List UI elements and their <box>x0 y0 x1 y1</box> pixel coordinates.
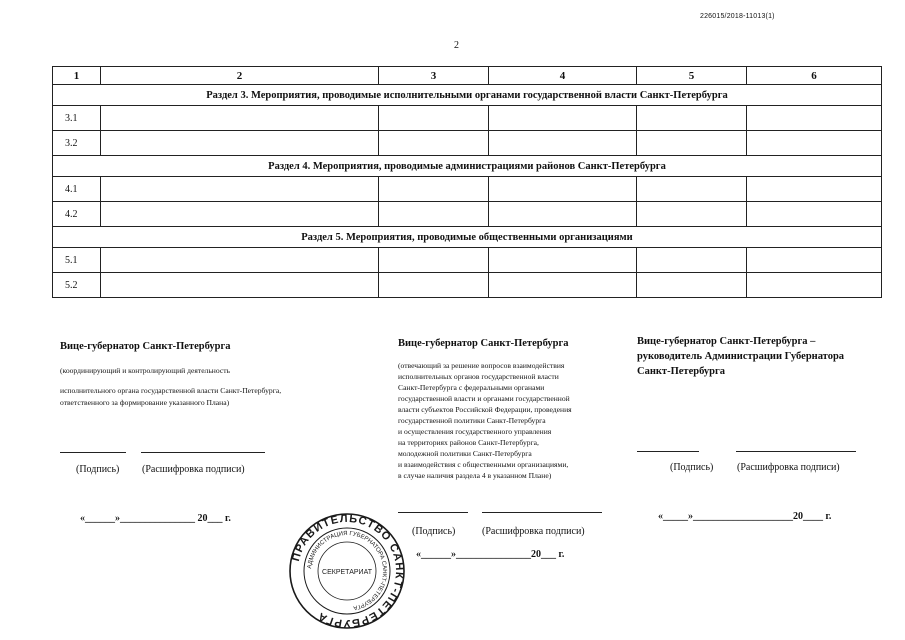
date-line: «_____»____________________20____ г. <box>658 511 832 522</box>
decode-line <box>736 451 856 452</box>
column-header: 6 <box>747 67 882 85</box>
date-line: «______»_______________ 20___ г. <box>80 513 231 524</box>
stamp-outer-text: ПРАВИТЕЛЬСТВО САНКТ-ПЕТЕРБУРГА <box>290 512 406 630</box>
table-row <box>53 248 882 273</box>
section-title: Раздел 3. Мероприятия, проводимые исполнительными органами государственной власти Санкт-Петербурга <box>53 85 882 106</box>
signature-line <box>637 451 699 452</box>
column-header: 3 <box>379 67 489 85</box>
row-number: 5.1 <box>53 248 101 273</box>
table-row <box>53 202 882 227</box>
page-number: 2 <box>454 40 459 51</box>
section-title: Раздел 5. Мероприятия, проводимые общественными организациями <box>53 227 882 248</box>
section-title: Раздел 4. Мероприятия, проводимые администрациями районов Санкт-Петербурга <box>53 156 882 177</box>
date-line: «______»_______________20___ г. <box>416 549 565 560</box>
official-stamp <box>288 512 406 630</box>
row-number: 4.1 <box>53 177 101 202</box>
table-row <box>53 273 882 298</box>
right-signer-title: руководитель Администрации Губернатора <box>637 351 845 362</box>
middle-signer-title: Вице-губернатор Санкт-Петербурга <box>398 338 569 349</box>
signature-line <box>398 512 468 513</box>
left-signer-note: исполнительного органа государственной власти Санкт-Петербурга, <box>60 386 282 395</box>
section-row <box>53 227 882 248</box>
document-number: 226015/2018-11013(1) <box>700 13 775 20</box>
section-row <box>53 85 882 106</box>
signature-label: (Подпись) <box>412 526 456 537</box>
row-number: 3.2 <box>53 131 101 156</box>
table-row <box>53 131 882 156</box>
table-row <box>53 177 882 202</box>
right-signer-title: Вице-губернатор Санкт-Петербурга – <box>637 336 816 347</box>
plan-table <box>52 66 882 298</box>
decode-label: (Расшифровка подписи) <box>737 462 840 473</box>
section-row <box>53 156 882 177</box>
right-signer-title: Санкт-Петербурга <box>637 366 726 377</box>
signature-line <box>60 452 126 453</box>
signature-label: (Подпись) <box>76 464 120 475</box>
decode-label: (Расшифровка подписи) <box>142 464 245 475</box>
signature-label: (Подпись) <box>670 462 714 473</box>
column-header: 1 <box>53 67 101 85</box>
row-number: 4.2 <box>53 202 101 227</box>
table-header-row <box>53 67 882 85</box>
stamp-inner-text: АДМИНИСТРАЦИЯ ГУБЕРНАТОРА САНКТ-ПЕТЕРБУРГА <box>307 530 388 611</box>
decode-label: (Расшифровка подписи) <box>482 526 585 537</box>
middle-signer-notes: (отвечающий за решение вопросов взаимодействия исполнительных органов государственной власти Санкт-Петербурга с федеральными органами государственной власти и органами государственной власти субъектов Российской Федерации, проведения государственной политики Санкт-Петербурга и осуществления государственного управления на территориях районов Санкт-Петербурга, молодежной политики Санкт-Петербурга и взаимодействия с общественными организациями, в случае наличия раздела 4 в указанном Плане) <box>398 361 572 480</box>
table-row <box>53 106 882 131</box>
stamp-center-text: СЕКРЕТАРИАТ <box>322 569 372 576</box>
decode-line <box>482 512 602 513</box>
row-number: 5.2 <box>53 273 101 298</box>
column-header: 2 <box>101 67 379 85</box>
column-header: 4 <box>489 67 637 85</box>
left-signer-note: ответственного за формирование указанного Плана) <box>60 398 230 407</box>
left-signer-title: Вице-губернатор Санкт-Петербурга <box>60 341 231 352</box>
left-signer-note: (координирующий и контролирующий деятельность <box>60 366 231 375</box>
row-number: 3.1 <box>53 106 101 131</box>
decode-line <box>141 452 265 453</box>
column-header: 5 <box>637 67 747 85</box>
